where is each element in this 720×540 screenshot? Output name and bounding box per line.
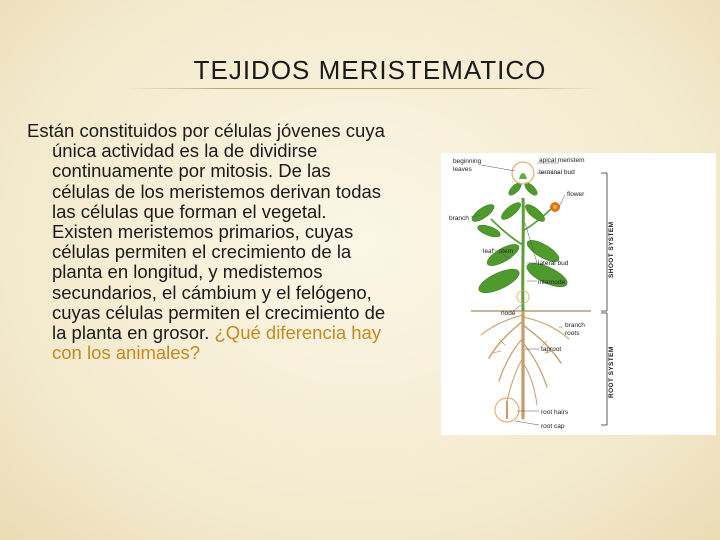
label-root-hairs: root hairs xyxy=(541,409,569,416)
title-divider xyxy=(128,88,598,89)
label-leaf: leaf xyxy=(483,248,494,255)
slide-title: TEJIDOS MERISTEMATICO xyxy=(193,55,547,85)
roots xyxy=(481,311,569,418)
root-system-label: ROOT SYSTEM xyxy=(608,346,615,398)
label-taproot: taproot xyxy=(541,346,562,353)
label-apical-meristem: apical meristem xyxy=(539,157,585,164)
label-node: node xyxy=(501,310,516,317)
plant-diagram-svg xyxy=(441,153,716,435)
body-text: Están constituidos por células jóvenes cuya única actividad es la de dividirse continuamente por mitosis. De las células de los meristemos derivan todas las células que forman el vegetal. Existen meristemos primarios, cuyas células permiten el crecimiento de la planta en longitud, y medistemos secundarios, el cámbium y el felógeno, cuyas células permiten el crecimiento de la planta en grosor. xyxy=(27,120,386,344)
label-flower: flower xyxy=(567,191,585,198)
label-lateral-bud: lateral bud xyxy=(538,260,569,267)
label-branch-roots-1: branch xyxy=(565,322,585,329)
label-root-cap: root cap xyxy=(541,423,565,430)
question-text: ¿Qué diferencia hay con los animales? xyxy=(52,322,382,364)
stem xyxy=(523,198,524,311)
plant-diagram xyxy=(441,153,716,435)
label-branch-roots-2: roots xyxy=(565,330,580,337)
label-beginning: beginning xyxy=(453,158,482,165)
shoot-system-label: SHOOT SYSTEM xyxy=(608,221,615,278)
label-internode: internode xyxy=(538,279,566,286)
label-terminal-bud: terminal bud xyxy=(539,169,575,176)
label-stem: stem xyxy=(499,248,514,255)
label-branch: branch xyxy=(449,215,469,222)
body-paragraph xyxy=(27,121,387,363)
label-leaves: leaves xyxy=(453,166,472,173)
